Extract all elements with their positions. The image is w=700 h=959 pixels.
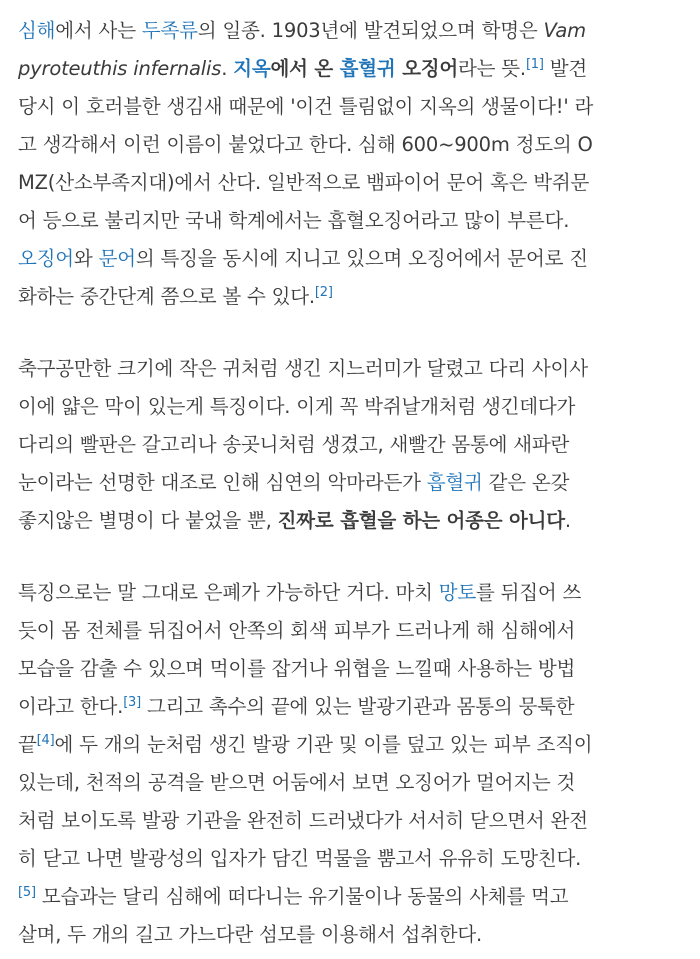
text-line xyxy=(18,126,676,164)
text-line xyxy=(18,612,676,650)
wiki-link[interactable]: 심해 xyxy=(18,19,56,42)
body-text: 좋지않은 별명이 다 붙었을 뿐, xyxy=(18,509,278,532)
text-line xyxy=(18,764,676,802)
body-text: 고 생각해서 이런 이름이 붙었다고 한다. 심해 600~900m 정도의 O xyxy=(18,133,593,156)
paragraph-2 xyxy=(18,350,676,540)
body-text: 의 일종. 1903년에 발견되었으며 학명은 xyxy=(197,19,544,42)
paragraph-1 xyxy=(18,12,676,316)
body-text: 다리의 빨판은 갈고리나 송곳니처럼 생겼고, 새빨간 몸통에 새파란 xyxy=(18,433,570,456)
footnote-ref-link[interactable]: [2] xyxy=(314,285,333,300)
text-line xyxy=(18,388,676,426)
paragraph-3 xyxy=(18,574,676,954)
body-text: 처럼 보이도록 발광 기관을 완전히 드러냈다가 서서히 닫으면서 완전 xyxy=(18,809,588,832)
text-line xyxy=(18,916,676,954)
body-text: 라는 뜻. xyxy=(458,57,526,80)
text-line xyxy=(18,840,676,878)
body-text: 눈이라는 선명한 대조로 인해 심연의 악마라든가 xyxy=(18,471,427,494)
text-line xyxy=(18,502,676,540)
body-text: 에서 사는 xyxy=(55,19,142,42)
italic-text: pyroteuthis infernalis xyxy=(18,57,222,80)
body-text: 특징으로는 말 그대로 은폐가 가능하단 거다. 마치 xyxy=(18,581,439,604)
footnote-ref-link[interactable]: [3] xyxy=(123,695,142,710)
bold-text: 오징어 xyxy=(395,57,459,80)
body-text: 와 xyxy=(73,247,99,270)
text-line xyxy=(18,802,676,840)
body-text: 그리고 촉수의 끝에 있는 발광기관과 몸통의 뭉툭한 xyxy=(141,695,575,718)
text-line xyxy=(18,350,676,388)
body-text: 당시 이 호러블한 생김새 때문에 '이건 틀림없이 지옥의 생물이다!' 라 xyxy=(18,95,594,118)
text-line xyxy=(18,726,676,764)
paragraph-gap xyxy=(18,540,676,574)
wiki-link[interactable]: 흡혈귀 xyxy=(339,57,396,80)
wiki-link[interactable]: 망토 xyxy=(438,581,477,604)
footnote-ref-link[interactable]: [5] xyxy=(18,885,36,900)
body-text: 같은 온갖 xyxy=(482,471,570,494)
text-line xyxy=(18,650,676,688)
body-text: 끝 xyxy=(18,733,37,756)
body-text: 에 두 개의 눈처럼 생긴 발광 기관 및 이를 덮고 있는 피부 조직이 xyxy=(54,733,593,756)
body-text: 이라고 한다. xyxy=(18,695,124,718)
body-text: 축구공만한 크기에 작은 귀처럼 생긴 지느러미가 달렸고 다리 사이사 xyxy=(18,357,588,380)
body-text: . xyxy=(564,509,571,532)
text-line xyxy=(18,202,676,240)
body-text: 모습을 감출 수 있으며 먹이를 잡거나 위협을 느낄때 사용하는 방법 xyxy=(18,657,576,680)
wiki-link[interactable]: 오징어 xyxy=(18,247,74,270)
body-text: 발견 xyxy=(543,57,588,80)
body-text: 화하는 중간단계 쯤으로 볼 수 있다. xyxy=(18,285,315,308)
bold-text: 에서 온 xyxy=(270,57,340,80)
text-line xyxy=(18,688,676,726)
footnote-ref-link[interactable]: [4] xyxy=(36,733,55,748)
italic-text: Vam xyxy=(543,19,586,42)
body-text: 살며, 두 개의 길고 가느다란 섬모를 이용해서 섭취한다. xyxy=(18,923,483,946)
wiki-link[interactable]: 흡혈귀 xyxy=(426,471,483,494)
paragraph-gap xyxy=(18,316,676,350)
body-text: 를 뒤집어 쓰 xyxy=(476,581,582,604)
text-line xyxy=(18,12,676,50)
body-text: 히 닫고 나면 발광성의 입자가 담긴 먹물을 뿜고서 유유히 도망친다. xyxy=(18,847,582,870)
body-text: 이에 얇은 막이 있는게 특징이다. 이게 꼭 박쥐날개처럼 생긴데다가 xyxy=(18,395,576,418)
text-line xyxy=(18,50,676,88)
body-text: MZ(산소부족지대)에서 산다. 일반적으로 뱀파이어 문어 혹은 박쥐문 xyxy=(18,171,590,194)
text-line xyxy=(18,878,676,916)
body-text: 듯이 몸 전체를 뒤집어서 안쪽의 회색 피부가 드러나게 해 심해에서 xyxy=(18,619,576,642)
wiki-link[interactable]: 문어 xyxy=(98,247,136,270)
text-line xyxy=(18,88,676,126)
wiki-link[interactable]: 두족류 xyxy=(141,19,198,42)
body-text: 어 등으로 불리지만 국내 학계에서는 흡혈오징어라고 많이 부른다. xyxy=(18,209,570,232)
bold-text: 진짜로 흡혈을 하는 어종은 아니다 xyxy=(277,509,565,532)
text-line xyxy=(18,574,676,612)
text-line xyxy=(18,240,676,278)
body-text: 모습과는 달리 심해에 떠다니는 유기물이나 동물의 사체를 먹고 xyxy=(35,885,569,908)
text-line xyxy=(18,164,676,202)
body-text: . xyxy=(221,57,234,80)
text-line xyxy=(18,464,676,502)
body-text: 있는데, 천적의 공격을 받으면 어둠에서 보면 오징어가 멀어지는 것 xyxy=(18,771,576,794)
wiki-link[interactable]: 지옥 xyxy=(233,57,271,80)
text-line xyxy=(18,278,676,316)
text-line xyxy=(18,426,676,464)
footnote-ref-link[interactable]: [1] xyxy=(525,57,544,72)
body-text: 의 특징을 동시에 지니고 있으며 오징어에서 문어로 진 xyxy=(135,247,588,270)
